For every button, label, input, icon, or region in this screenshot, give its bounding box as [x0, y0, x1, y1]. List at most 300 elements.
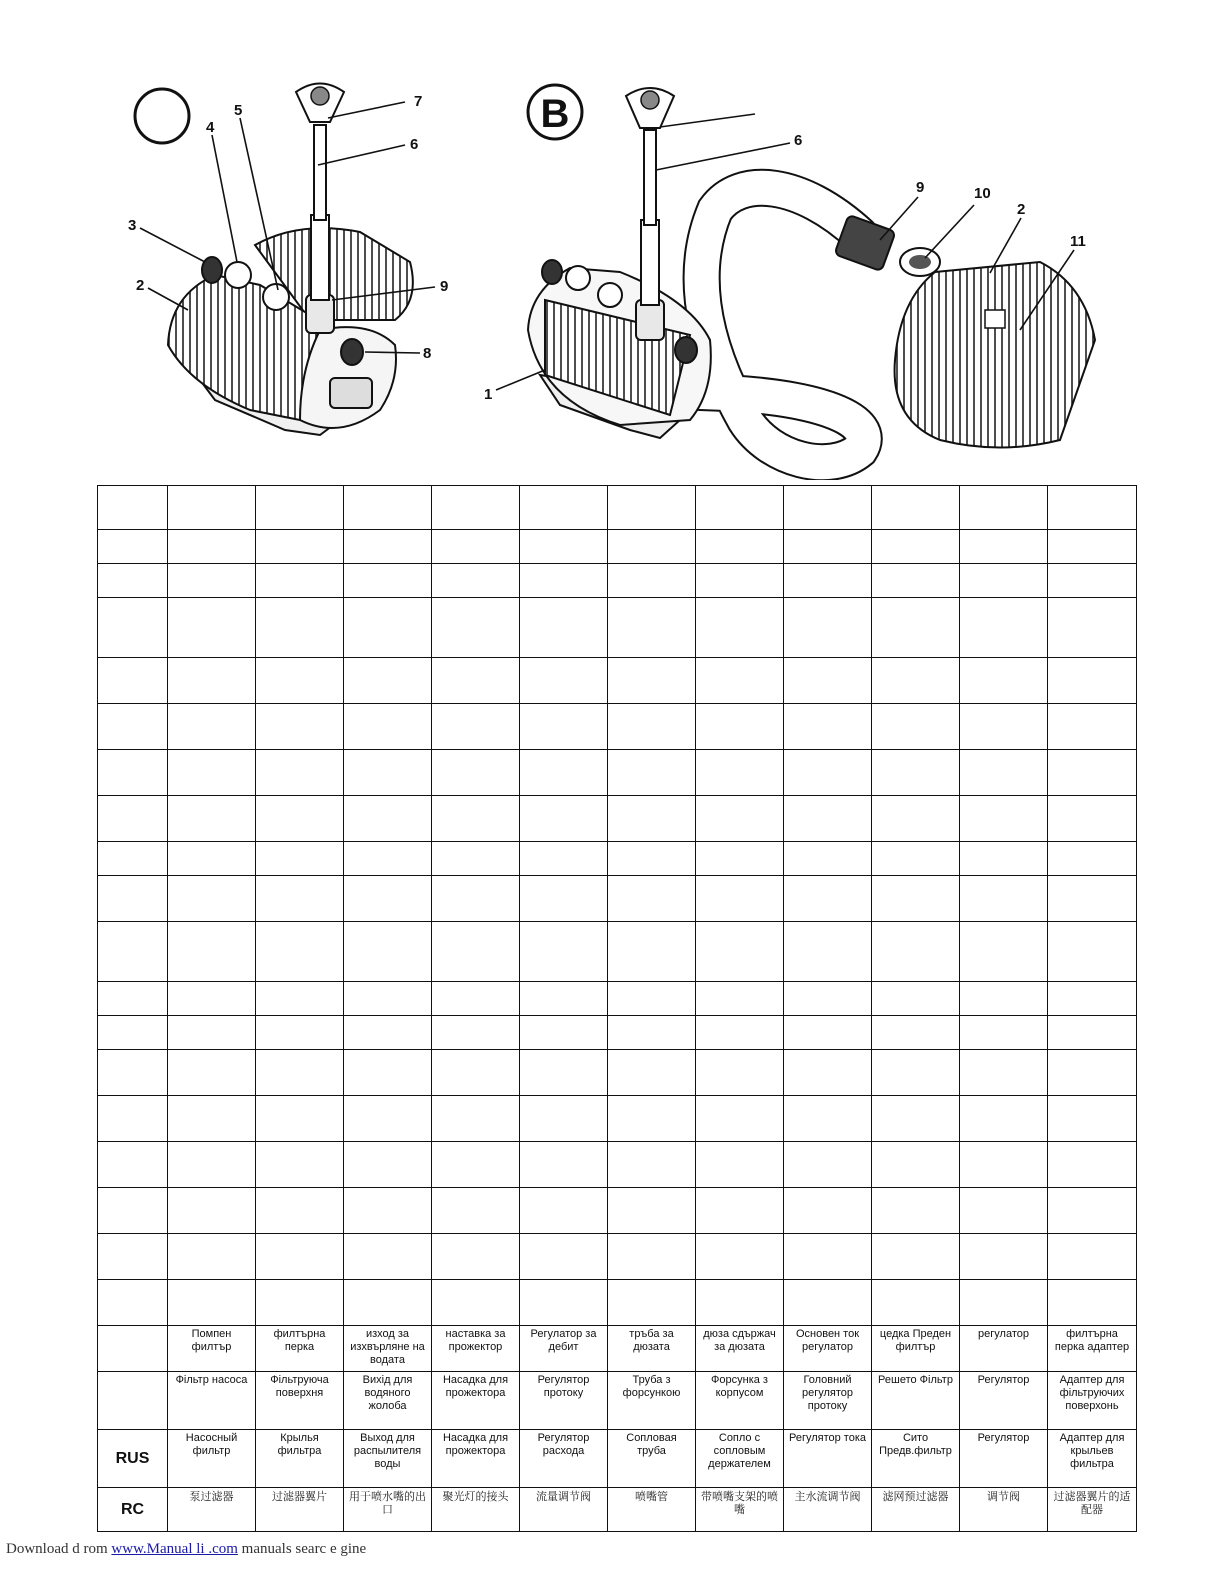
part-name-cell: 过滤器翼片的适配器 [1048, 1488, 1137, 1532]
part-name-cell [784, 982, 872, 1016]
part-name-cell: 流量调节阀 [520, 1488, 608, 1532]
part-name-cell [872, 1188, 960, 1234]
part-name-cell [960, 1142, 1048, 1188]
part-name-cell [872, 1234, 960, 1280]
part-name-cell [608, 982, 696, 1016]
part-name-cell [344, 704, 432, 750]
part-name-cell [784, 876, 872, 922]
part-name-cell [608, 1280, 696, 1326]
part-name-cell: 泵过滤器 [168, 1488, 256, 1532]
part-name-cell [1048, 598, 1137, 658]
part-name-cell [168, 530, 256, 564]
part-name-cell [872, 1280, 960, 1326]
part-name-cell [696, 922, 784, 982]
part-name-cell [784, 658, 872, 704]
language-code-cell [98, 922, 168, 982]
part-name-cell [608, 1096, 696, 1142]
part-name-cell: Регулятор тока [784, 1430, 872, 1488]
callout-b-6: 1 [484, 386, 493, 403]
part-name-cell [608, 704, 696, 750]
manuals-link[interactable]: www.Manual li .com [111, 1541, 238, 1557]
part-name-cell [1048, 564, 1137, 598]
part-name-cell [1048, 704, 1137, 750]
language-code-cell [98, 796, 168, 842]
language-code-cell [98, 704, 168, 750]
part-name-cell [960, 842, 1048, 876]
part-name-cell [784, 1016, 872, 1050]
part-name-cell: 带喷嘴支架的喷嘴 [696, 1488, 784, 1532]
part-name-cell [960, 1016, 1048, 1050]
part-name-cell [696, 1096, 784, 1142]
part-name-cell [960, 1234, 1048, 1280]
part-name-cell: 喷嘴管 [608, 1488, 696, 1532]
part-name-cell [608, 598, 696, 658]
callout-b-1: 6 [794, 132, 803, 149]
part-name-cell [1048, 1050, 1137, 1096]
part-name-cell [696, 876, 784, 922]
part-name-cell [432, 1280, 520, 1326]
part-name-cell: 滤网预过滤器 [872, 1488, 960, 1532]
part-name-cell: Решето Фільтр [872, 1372, 960, 1430]
part-name-cell [520, 530, 608, 564]
part-name-cell [168, 486, 256, 530]
part-name-cell [520, 1188, 608, 1234]
footer-prefix: Download d rom [6, 1541, 112, 1557]
part-name-cell [168, 750, 256, 796]
part-name-cell: Регулятор расхода [520, 1430, 608, 1488]
part-name-cell [872, 658, 960, 704]
part-name-cell [344, 1234, 432, 1280]
part-name-cell [872, 922, 960, 982]
language-code-cell [98, 658, 168, 704]
callout-a-8: 8 [423, 345, 432, 362]
part-name-cell [256, 1142, 344, 1188]
callout-a-7: 2 [136, 277, 145, 294]
part-name-cell [960, 982, 1048, 1016]
part-name-cell [784, 1096, 872, 1142]
callout-a-2: 5 [234, 102, 243, 119]
footer-suffix: manuals searc e gine [237, 1541, 367, 1557]
part-name-cell: Сопловая труба [608, 1430, 696, 1488]
part-name-cell: Регулятор [960, 1430, 1048, 1488]
language-code-cell: RUS [98, 1430, 168, 1488]
part-name-cell [344, 598, 432, 658]
part-name-cell [432, 598, 520, 658]
callout-b-5: 11 [1070, 233, 1086, 250]
table-row [98, 1326, 1137, 1372]
part-name-cell [608, 876, 696, 922]
part-name-cell [696, 486, 784, 530]
part-name-cell [168, 1016, 256, 1050]
part-name-cell [784, 1050, 872, 1096]
table-row [98, 982, 1137, 1016]
part-name-cell [696, 1016, 784, 1050]
part-name-cell [520, 598, 608, 658]
part-name-cell [608, 486, 696, 530]
language-code-cell [98, 1326, 168, 1372]
language-code-cell [98, 1188, 168, 1234]
part-name-cell [696, 750, 784, 796]
callout-b-3: 10 [974, 185, 991, 202]
part-name-cell [608, 1188, 696, 1234]
part-name-cell [256, 842, 344, 876]
table-row [98, 1488, 1137, 1532]
part-name-cell [432, 1096, 520, 1142]
part-name-cell [432, 982, 520, 1016]
part-name-cell [696, 598, 784, 658]
part-name-cell [520, 704, 608, 750]
part-name-cell [1048, 1280, 1137, 1326]
table-row [98, 1016, 1137, 1050]
product-illustration [0, 0, 1224, 480]
part-name-cell [608, 564, 696, 598]
part-name-cell: Головний регулятор протоку [784, 1372, 872, 1430]
table-row [98, 796, 1137, 842]
part-name-cell [432, 922, 520, 982]
part-name-cell [1048, 842, 1137, 876]
part-name-cell [784, 530, 872, 564]
part-name-cell [520, 922, 608, 982]
part-name-cell [432, 486, 520, 530]
part-name-cell [256, 530, 344, 564]
part-name-cell [256, 486, 344, 530]
language-code-cell [98, 1050, 168, 1096]
part-name-cell [960, 658, 1048, 704]
part-name-cell [256, 1188, 344, 1234]
part-name-cell [344, 842, 432, 876]
part-name-cell [960, 1096, 1048, 1142]
part-name-cell [784, 922, 872, 982]
part-name-cell [784, 750, 872, 796]
part-name-cell [960, 922, 1048, 982]
part-name-cell: Адаптер для крыльев фильтра [1048, 1430, 1137, 1488]
table-row [98, 530, 1137, 564]
language-code-cell [98, 1372, 168, 1430]
part-name-cell [168, 1142, 256, 1188]
part-name-cell [344, 530, 432, 564]
part-name-cell [872, 796, 960, 842]
part-name-cell [960, 704, 1048, 750]
part-name-cell [960, 1050, 1048, 1096]
part-name-cell [608, 922, 696, 982]
part-name-cell [784, 1280, 872, 1326]
part-name-cell [256, 750, 344, 796]
parts-translation-table [97, 485, 1137, 1532]
language-code-cell [98, 1096, 168, 1142]
part-name-cell: дюза сдържач за дюзата [696, 1326, 784, 1372]
language-code-cell [98, 982, 168, 1016]
part-name-cell [520, 1234, 608, 1280]
part-name-cell [256, 1280, 344, 1326]
part-name-cell [520, 982, 608, 1016]
callout-a-5: 3 [128, 217, 137, 234]
part-name-cell [432, 1142, 520, 1188]
part-name-cell [432, 1016, 520, 1050]
part-name-cell: 调节阀 [960, 1488, 1048, 1532]
part-name-cell [256, 598, 344, 658]
part-name-cell [256, 704, 344, 750]
part-name-cell [784, 842, 872, 876]
part-name-cell [256, 796, 344, 842]
part-name-cell: цедка Преден филтър [872, 1326, 960, 1372]
part-name-cell [168, 876, 256, 922]
part-name-cell [1048, 982, 1137, 1016]
part-name-cell: Сито Предв.фильтр [872, 1430, 960, 1488]
callout-a-3: 4 [206, 119, 215, 136]
part-name-cell [168, 842, 256, 876]
part-name-cell [520, 1016, 608, 1050]
part-name-cell: Крылья фильтра [256, 1430, 344, 1488]
callout-b-2: 9 [916, 179, 925, 196]
panel-b-drawing [484, 85, 1095, 462]
part-name-cell [784, 704, 872, 750]
part-name-cell [168, 1188, 256, 1234]
part-name-cell: 聚光灯的接头 [432, 1488, 520, 1532]
part-name-cell [1048, 1188, 1137, 1234]
part-name-cell: Регулатор за дебит [520, 1326, 608, 1372]
part-name-cell: Форсунка з корпусом [696, 1372, 784, 1430]
part-name-cell [520, 750, 608, 796]
part-name-cell [520, 486, 608, 530]
part-name-cell [872, 1016, 960, 1050]
part-name-cell: Насадка для прожектора [432, 1372, 520, 1430]
callout-a-1: 7 [414, 93, 423, 110]
part-name-cell: Насосный фильтр [168, 1430, 256, 1488]
part-name-cell [432, 704, 520, 750]
part-name-cell: филтърна перка адаптер [1048, 1326, 1137, 1372]
language-code-cell [98, 598, 168, 658]
part-name-cell [432, 842, 520, 876]
language-code-cell [98, 1142, 168, 1188]
table-row [98, 1280, 1137, 1326]
part-name-cell: тръба за дюзата [608, 1326, 696, 1372]
part-name-cell [784, 796, 872, 842]
part-name-cell [608, 1142, 696, 1188]
table-row [98, 1050, 1137, 1096]
part-name-cell: Регулятор протоку [520, 1372, 608, 1430]
part-name-cell: Основен ток регулатор [784, 1326, 872, 1372]
part-name-cell [432, 530, 520, 564]
part-name-cell [1048, 486, 1137, 530]
part-name-cell [784, 1234, 872, 1280]
part-name-cell [520, 842, 608, 876]
part-name-cell [432, 1050, 520, 1096]
part-name-cell [960, 1280, 1048, 1326]
language-code-cell [98, 1234, 168, 1280]
table-row [98, 1096, 1137, 1142]
part-name-cell [1048, 1016, 1137, 1050]
part-name-cell [168, 704, 256, 750]
language-code-cell: RC [98, 1488, 168, 1532]
table-row [98, 750, 1137, 796]
part-name-cell [256, 922, 344, 982]
language-code-cell [98, 486, 168, 530]
part-name-cell [696, 658, 784, 704]
part-name-cell [960, 598, 1048, 658]
part-name-cell [344, 1096, 432, 1142]
part-name-cell [1048, 796, 1137, 842]
part-name-cell [696, 1142, 784, 1188]
part-name-cell [784, 1142, 872, 1188]
part-name-cell [168, 598, 256, 658]
language-code-cell [98, 530, 168, 564]
part-name-cell [696, 982, 784, 1016]
part-name-cell: Труба з форсункою [608, 1372, 696, 1430]
part-name-cell [784, 486, 872, 530]
part-name-cell [344, 876, 432, 922]
part-name-cell [344, 750, 432, 796]
callout-a-6: 9 [440, 278, 449, 295]
part-name-cell [872, 750, 960, 796]
part-name-cell: регулатор [960, 1326, 1048, 1372]
part-name-cell [960, 796, 1048, 842]
part-name-cell [1048, 1096, 1137, 1142]
part-name-cell [608, 1016, 696, 1050]
language-code-cell [98, 564, 168, 598]
part-name-cell [872, 486, 960, 530]
part-name-cell [344, 486, 432, 530]
part-name-cell: 过滤器翼片 [256, 1488, 344, 1532]
part-name-cell [784, 564, 872, 598]
part-name-cell [520, 796, 608, 842]
language-code-cell [98, 842, 168, 876]
part-name-cell [784, 1188, 872, 1234]
part-name-cell [168, 1096, 256, 1142]
part-name-cell [432, 876, 520, 922]
part-name-cell [520, 1050, 608, 1096]
part-name-cell [960, 1188, 1048, 1234]
table-row [98, 658, 1137, 704]
part-name-cell [960, 876, 1048, 922]
table-row [98, 1188, 1137, 1234]
part-name-cell [696, 1050, 784, 1096]
part-name-cell [1048, 1234, 1137, 1280]
part-name-cell [608, 842, 696, 876]
part-name-cell [168, 1234, 256, 1280]
language-code-cell [98, 876, 168, 922]
part-name-cell [344, 982, 432, 1016]
part-name-cell: Фільтр насоса [168, 1372, 256, 1430]
part-name-cell [608, 750, 696, 796]
part-name-cell [256, 876, 344, 922]
part-name-cell [344, 922, 432, 982]
part-name-cell [608, 658, 696, 704]
part-name-cell [960, 564, 1048, 598]
part-name-cell [256, 658, 344, 704]
table-row [98, 1430, 1137, 1488]
panel-a-badge [135, 89, 189, 143]
part-name-cell [520, 876, 608, 922]
part-name-cell [696, 1280, 784, 1326]
part-name-cell [344, 1142, 432, 1188]
part-name-cell [960, 530, 1048, 564]
part-name-cell [872, 564, 960, 598]
part-name-cell: Регулятор [960, 1372, 1048, 1430]
part-name-cell [1048, 658, 1137, 704]
part-name-cell [872, 704, 960, 750]
table-row [98, 486, 1137, 530]
part-name-cell [872, 598, 960, 658]
table-row [98, 842, 1137, 876]
part-name-cell [344, 1016, 432, 1050]
part-name-cell [872, 530, 960, 564]
part-name-cell [1048, 530, 1137, 564]
table-row [98, 598, 1137, 658]
part-name-cell [520, 1280, 608, 1326]
part-name-cell [1048, 750, 1137, 796]
part-name-cell [872, 1050, 960, 1096]
part-name-cell [168, 796, 256, 842]
part-name-cell [696, 842, 784, 876]
part-name-cell [608, 1050, 696, 1096]
part-name-cell [256, 1050, 344, 1096]
part-name-cell [256, 1234, 344, 1280]
part-name-cell [520, 1096, 608, 1142]
part-name-cell [872, 982, 960, 1016]
part-name-cell [1048, 876, 1137, 922]
table-row [98, 1142, 1137, 1188]
language-code-cell [98, 750, 168, 796]
part-name-cell [696, 1234, 784, 1280]
panel-b-label: B [540, 92, 570, 136]
part-name-cell [872, 1142, 960, 1188]
part-name-cell [960, 750, 1048, 796]
part-name-cell [872, 1096, 960, 1142]
part-name-cell [696, 1188, 784, 1234]
table-row [98, 564, 1137, 598]
part-name-cell: Фільтруюча поверхня [256, 1372, 344, 1430]
part-name-cell [432, 1234, 520, 1280]
download-footer [6, 1541, 366, 1558]
part-name-cell: наставка за прожектор [432, 1326, 520, 1372]
part-name-cell [608, 530, 696, 564]
part-name-cell [784, 598, 872, 658]
table-row [98, 876, 1137, 922]
callout-b-4: 2 [1017, 201, 1026, 218]
part-name-cell [344, 564, 432, 598]
part-name-cell [256, 1096, 344, 1142]
part-name-cell [344, 1280, 432, 1326]
language-code-cell [98, 1016, 168, 1050]
table-row [98, 1234, 1137, 1280]
part-name-cell [432, 564, 520, 598]
part-name-cell [696, 796, 784, 842]
part-name-cell [1048, 1142, 1137, 1188]
part-name-cell: изход за изхвърляне на водата [344, 1326, 432, 1372]
part-name-cell: Выход для распылителя воды [344, 1430, 432, 1488]
part-name-cell: Адаптер для фільтруючих поверхонь [1048, 1372, 1137, 1430]
callout-a-4: 6 [410, 136, 419, 153]
part-name-cell [1048, 922, 1137, 982]
part-name-cell [256, 1016, 344, 1050]
part-name-cell [168, 1280, 256, 1326]
part-name-cell: 主水流调节阀 [784, 1488, 872, 1532]
part-name-cell [432, 1188, 520, 1234]
part-name-cell [520, 564, 608, 598]
part-name-cell [168, 564, 256, 598]
part-name-cell: 用于喷水嘴的出口 [344, 1488, 432, 1532]
part-name-cell [872, 842, 960, 876]
language-code-cell [98, 1280, 168, 1326]
table-row [98, 922, 1137, 982]
part-name-cell [872, 876, 960, 922]
part-name-cell: Насадка для прожектора [432, 1430, 520, 1488]
part-name-cell [168, 658, 256, 704]
part-name-cell [168, 922, 256, 982]
panel-a-drawing [128, 84, 448, 436]
part-name-cell [432, 796, 520, 842]
part-name-cell: Вихід для водяного жолоба [344, 1372, 432, 1430]
